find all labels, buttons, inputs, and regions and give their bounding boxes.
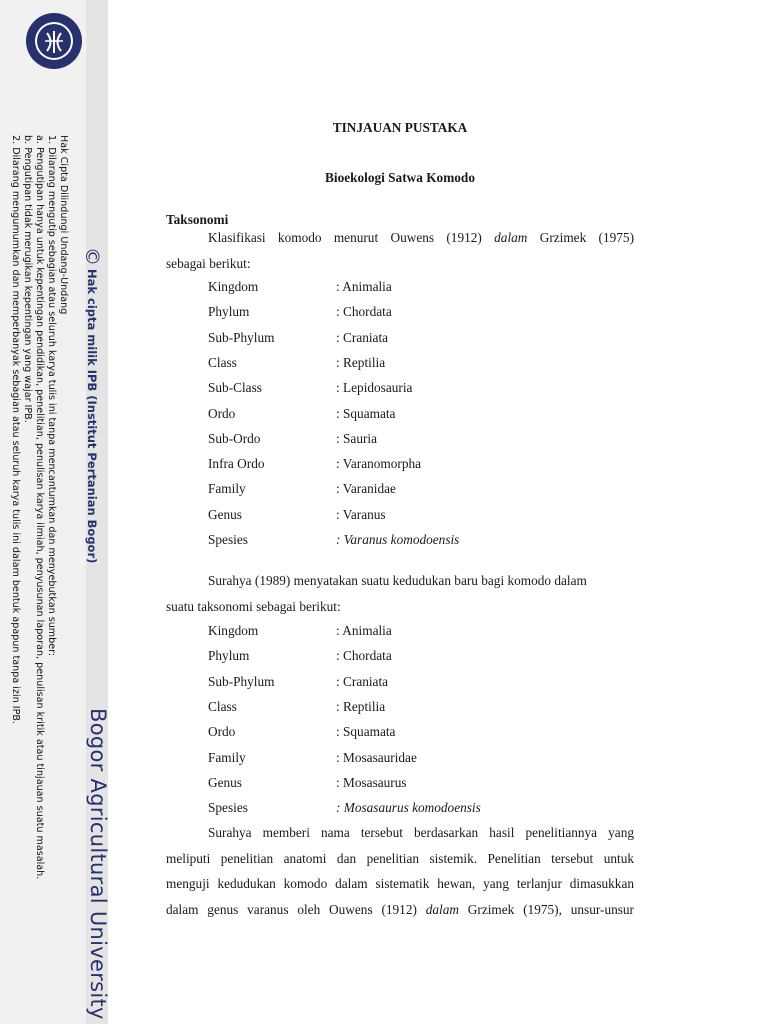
text-run-italic: dalam: [425, 901, 459, 917]
taxonomy-row: [208, 375, 412, 400]
paragraph-line: Surahya (1989) menyatakan suatu kedudukan baru bagi komodo dalam: [208, 573, 587, 588]
notice-line: Hak Cipta Dilindungi Undang-Undang: [58, 135, 69, 315]
taxonomy-row: [208, 451, 421, 476]
notice-line: 1. Dilarang mengutip sebagian atau seluruh karya tulis ini tanpa mencantumkan dan menyebutkan sumber:: [46, 135, 57, 657]
taxonomy-rank: Sub-Ordo: [208, 430, 261, 446]
taxonomy-row: [208, 669, 388, 694]
page-subtitle: Bioekologi Satwa Komodo: [325, 170, 475, 185]
taxonomy-row: [208, 476, 396, 501]
paragraph-line: meliputi penelitian anatomi dan penelitian sistemik. Penelitian tersebut untuk: [166, 850, 634, 866]
text-run-italic: dalam: [494, 230, 528, 245]
taxonomy-row: [208, 745, 417, 770]
paragraph-line: menguji kedudukan komodo dalam sistematik hewan, yang terlanjur dimasukkan: [166, 876, 634, 891]
paragraph-line: [166, 225, 634, 251]
taxonomy-value: : Mosasaurus komodoensis: [336, 800, 481, 816]
watermark-band: [0, 0, 108, 1024]
taxonomy-rank: Ordo: [208, 405, 236, 421]
page-title: TINJAUAN PUSTAKA: [332, 120, 468, 135]
taxonomy-row: [208, 502, 386, 527]
text-run: Grzimek (1975), unsur-unsur: [458, 901, 634, 917]
taxonomy-row: [208, 274, 392, 299]
taxonomy-value: : Craniata: [336, 329, 389, 345]
taxonomy-value: : Animalia: [336, 279, 392, 294]
taxonomy-value: : Reptilia: [336, 354, 386, 370]
copyright-notice: [9, 135, 69, 879]
taxonomy-rank: Sub-Phylum: [208, 329, 275, 345]
notice-line: 2. Dilarang mengumumkan dan memperbanyak sebagian atau seluruh karya tulis ini dalam bentuk apapun tanpa izin IPB.: [10, 135, 21, 724]
conclusion-paragraph: [166, 820, 634, 922]
taxonomy-rank: Genus: [208, 506, 242, 522]
taxonomy-value: : Chordata: [336, 304, 392, 320]
paragraph-line: Surahya memberi nama tersebut berdasarkan hasil penelitiannya yang: [208, 825, 634, 840]
taxonomy-row: [208, 618, 392, 643]
taxonomy-row: [208, 719, 395, 744]
taxonomy-rank: Genus: [208, 774, 242, 790]
taxonomy-row: [208, 795, 481, 820]
taxonomy-rank: Spesies: [208, 800, 248, 816]
taxonomy-value: : Mosasaurus: [336, 774, 407, 790]
taxonomy-rank: Kingdom: [208, 623, 259, 638]
taxonomy-rank: Family: [208, 749, 246, 765]
taxonomy-value: : Squamata: [336, 724, 396, 740]
taxonomy-value: : Sauria: [336, 430, 377, 446]
taxonomy-row: [208, 299, 392, 324]
taxonomy-rank: Family: [208, 481, 246, 497]
taxonomy-rank: Spesies: [208, 532, 248, 547]
paragraph-line: sebagai berikut:: [166, 255, 251, 271]
text-run: Grzimek (1975): [527, 230, 634, 245]
section-heading: Taksonomi: [166, 212, 229, 227]
taxonomy-rank: Ordo: [208, 724, 236, 740]
ownership-label: Hak cipta milik IPB (Institut Pertanian Bogor): [85, 269, 99, 564]
taxonomy-value: : Lepidosauria: [336, 380, 413, 396]
taxonomy-value: : Animalia: [336, 623, 392, 638]
taxonomy-row: [208, 527, 459, 552]
copyright-icon: ©: [81, 247, 103, 266]
notice-line: b. Pengutipan tidak merugikan kepentingan yang wajar IPB.: [22, 135, 33, 423]
taxonomy-row: [208, 426, 377, 451]
taxonomy-value: : Varanus: [336, 506, 386, 522]
intro-paragraph: [166, 225, 634, 276]
taxonomy-rank: Phylum: [208, 648, 250, 664]
taxonomy-row: [208, 325, 388, 350]
taxonomy-row: [208, 770, 407, 795]
taxonomy-value: : Varanomorpha: [336, 456, 422, 472]
text-run: dalam genus varanus oleh Ouwens (1912): [166, 901, 426, 917]
taxonomy-rank: Phylum: [208, 304, 250, 320]
notice-line: a. Pengutipan hanya untuk kepentingan pendidikan, penelitian, penulisan karya ilmiah, penyusunan laporan, penulisan kritik atau tinjauan suatu masalah.: [34, 135, 45, 880]
taxonomy-row: [208, 401, 395, 426]
taxonomy-row: [208, 643, 392, 668]
ownership-text: [81, 247, 103, 563]
taxonomy-value: : Mosasauridae: [336, 749, 417, 765]
taxonomy-value: : Reptilia: [336, 698, 386, 714]
paragraph-line: suatu taksonomi sebagai berikut:: [166, 598, 341, 614]
text-run: Klasifikasi komodo menurut Ouwens (1912): [208, 230, 495, 245]
taxonomy-row: [208, 694, 385, 719]
taxonomy-value: : Craniata: [336, 673, 389, 689]
paragraph-line: [166, 897, 634, 923]
taxonomy-value: : Varanus komodoensis: [336, 532, 460, 547]
taxonomy-rank: Class: [208, 354, 237, 370]
taxonomy-row: [208, 350, 385, 375]
taxonomy-rank: Kingdom: [208, 279, 259, 294]
university-watermark: Bogor Agricultural University: [86, 708, 110, 1020]
taxonomy-rank: Sub-Phylum: [208, 673, 275, 689]
ipb-logo-icon: [25, 12, 83, 70]
taxonomy-rank: Infra Ordo: [208, 456, 265, 472]
taxonomy-value: : Squamata: [336, 405, 396, 421]
taxonomy-rank: Class: [208, 698, 237, 714]
taxonomy-rank: Sub-Class: [208, 380, 262, 396]
taxonomy-value: : Chordata: [336, 648, 392, 664]
taxonomy-value: : Varanidae: [336, 481, 396, 497]
surahya-paragraph: [166, 568, 634, 619]
